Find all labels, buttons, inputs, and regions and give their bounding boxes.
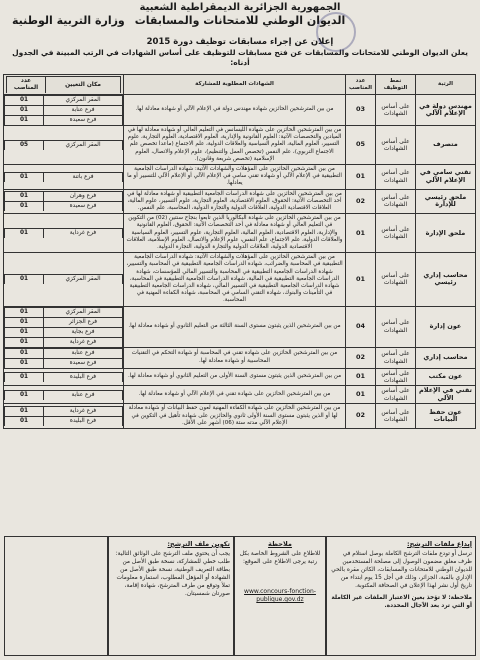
place-count: 01: [5, 192, 44, 202]
office-title: الديوان الوطني للامتحانات والمسابقات: [134, 14, 346, 27]
place-name: فرع سعيدة: [44, 116, 123, 126]
website-link[interactable]: www.concours-fonction-publique.gov.dz: [244, 588, 316, 603]
place-cell: [4, 347, 124, 368]
ministry-title: وزارة التربية الوطنية: [12, 14, 125, 27]
place-count: 01: [5, 202, 44, 212]
place-name: فرع وهران: [44, 192, 123, 202]
place-count: 01: [5, 407, 44, 417]
place-name: المقر المركزي: [44, 96, 123, 106]
posts-cell: 01: [346, 368, 376, 386]
place-name: فرع عنابة: [44, 106, 123, 116]
posts-cell: 01: [346, 214, 376, 253]
table-row: [4, 347, 476, 368]
place-cell: [4, 404, 124, 429]
rank-cell: محاسب إداري رئيسي: [416, 253, 476, 306]
rank-cell: عون حفظ البيانات: [416, 404, 476, 429]
posts-cell: 05: [346, 126, 376, 165]
requirements-cell: من بين المترشحين الحائزين شهادة مهندس دولة في الإعلام الآلي أو شهادة معادلة لها.: [124, 95, 346, 126]
place-count: 01: [5, 172, 44, 182]
place-name: فرع عنابة: [44, 348, 123, 358]
table-row: [4, 165, 476, 190]
header-posts: عدد المناصب: [346, 75, 376, 95]
requirements-cell: من بين المترشحين الذين يثبتون مستوى السنة الأولى من التعليم الثانوي أو شهادة معادلة لها.: [124, 368, 346, 386]
blank-box: [4, 536, 108, 656]
place-count: 01: [5, 390, 44, 400]
place-name: المقر المركزي: [44, 141, 123, 151]
requirements-cell: من بين المترشحين الحائزين على شهادة الدراسات الجامعية التطبيقية أو شهادة معادلة لها في أحد التخصصات الآتية: الحقوق، العلوم الاقتصادية، العلوم التجارية، علوم التسيير، علوم المالية، العلاقات الاقتصادية الدولية، العلاقات الدولية والتجارة الدولية، المحاسبة، علم النفس.: [124, 189, 346, 214]
place-cell: [4, 165, 124, 190]
place-cell: [4, 126, 124, 165]
positions-table: [3, 74, 476, 429]
mode-cell: على أساس الشهادات: [376, 214, 416, 253]
mode-cell: على أساس الشهادات: [376, 189, 416, 214]
header: [4, 2, 476, 74]
place-name: فرع البليدة: [44, 373, 123, 383]
place-name: فرع سعيدة: [44, 202, 123, 212]
requirements-cell: من بين المترشحين الحائزين على شهادة تقني في المحاسبة أو شهادة التحكم في التقنيات المحاسبية أو شهادة معادلة لها.: [124, 347, 346, 368]
place-count: 01: [5, 106, 44, 116]
place-name: فرع البليدة: [44, 417, 123, 427]
republic-title: الجمهورية الجزائرية الديمقراطية الشعبية: [139, 2, 341, 13]
place-name: المقر المركزي: [44, 275, 123, 285]
requirements-cell: من بين المترشحين الحائزين على شهادة الكفاءة المهنية لعون حفظ البيانات أو شهادة معادلة لها أو الذين يثبتون مستوى السنة الأولى ثانوي والحائزين على شهادة تأهيل في التكوين في الإعلام الآلي مدته ستة (06) أشهر على الأقل.: [124, 404, 346, 429]
rank-cell: تقني في الإعلام الآلي: [416, 386, 476, 404]
place-count: 01: [5, 96, 44, 106]
place-cell: [4, 306, 124, 347]
posts-cell: 04: [346, 306, 376, 347]
rank-cell: مهندس دولة في الإعلام الآلي: [416, 95, 476, 126]
dossier-box: تكوين ملف الترشح: يجب أن يحتوي ملف الترشح على الوثائق التالية: طلب خطي للمشاركة، نسخة طبق الأصل من بطاقة التعريف الوطنية، نسخة طبق الأصل من الشهادة أو المؤهل المطلوب، استمارة معلومات تملأ وتوقع من طرف المترشح، شهادة إقامة، صورتان شمسيتان.: [108, 536, 234, 656]
place-cell: [4, 189, 124, 214]
place-count: 01: [5, 116, 44, 126]
rank-cell: عون مكتب: [416, 368, 476, 386]
requirements-cell: من بين المترشحين الحائزين على شهادة تقني في الإعلام الآلي أو شهادة معادلة لها.: [124, 386, 346, 404]
mode-cell: على أساس الشهادات: [376, 165, 416, 190]
place-count: 05: [5, 141, 44, 151]
place-name: فرع عنابة: [44, 390, 123, 400]
place-name: المقر المركزي: [44, 307, 123, 317]
table-row: [4, 189, 476, 214]
table-body: [4, 95, 476, 429]
official-stamp-icon: [316, 12, 356, 52]
table-row: [4, 368, 476, 386]
footer: [4, 536, 476, 656]
rank-cell: محاسب إداري: [416, 347, 476, 368]
requirements-cell: من بين المترشحين الحائزين على المؤهلات والشهادات الآتية: شهادة الدراسات الجامعية التطبيقية في الإعلام الآلي أو شهادة تقني سامي في الإعلام الآلي أو الإعلام الآلي للتسيير أو ما يعادلها.: [124, 165, 346, 190]
place-name: فرع غرداية: [44, 337, 123, 347]
table-row: [4, 386, 476, 404]
place-name: فرع باتنة: [44, 172, 123, 182]
file-submission-box: إيداع ملفات الترشح: ترسل أو تودع ملفات الترشح الكاملة بوصل استلام في ظرف مغلق مضمون الوصول إلى مصلحة المستخدمين للديوان الوطني للامتحانات والمسابقات، الكائن مقره بالحي الإداري بالقبة، الجزائر، وذلك في أجل 15 يوم ابتداء من تاريخ أول نشر لهذا الإعلان في الصحافة المكتوبة. ملاحظة: لا تؤخذ بعين الاعتبار الملفات غير الكاملة أو التي ترد بعد الآجال المحددة.: [326, 536, 476, 656]
posts-cell: 01: [346, 165, 376, 190]
posts-cell: 03: [346, 95, 376, 126]
rank-cell: تقني سامي في الإعلام الآلي: [416, 165, 476, 190]
place-count: 01: [5, 417, 44, 427]
place-count: 01: [5, 307, 44, 317]
table-header-row: [4, 75, 476, 95]
requirements-cell: من بين المترشحين الحائزين على المؤهلات والشهادات الآتية: شهادة الدراسات الجامعية التطبيقية في المحاسبة والضرائب، شهادة الدراسات الجامعية التطبيقية في المحاسبة والتسيير، شهادة الدراسات الجامعية التطبيقية في المحاسبة والتسيير المالي للمؤسسات، شهادة الدراسات الجامعية التطبيقية في المالية، شهادة الدراسات الجامعية التطبيقية في المحاسبة، شهادة الدراسات الجامعية التطبيقية في التسيير المالي، شهادة الدراسات الجامعية التطبيقية في التأمينات والبنوك، شهادة التقني السامي في المحاسبة، شهادة الكفاءة المهنية في المحاسبة.: [124, 253, 346, 306]
place-count: 01: [5, 327, 44, 337]
posts-cell: 02: [346, 189, 376, 214]
place-cell: [4, 368, 124, 386]
table-row: [4, 253, 476, 306]
place-count: 01: [5, 348, 44, 358]
mode-cell: على أساس الشهادات: [376, 306, 416, 347]
posts-cell: 01: [346, 386, 376, 404]
place-cell: [4, 214, 124, 253]
place-count: 01: [5, 275, 44, 285]
posts-cell: 02: [346, 347, 376, 368]
announcement-title: إعلان عن إجراء مسابقات توظيف دورة 2015: [146, 37, 334, 47]
table-row: [4, 306, 476, 347]
place-name: فرع غرداية: [44, 407, 123, 417]
table-row: [4, 404, 476, 429]
requirements-cell: من بين المترشحين الحائزين على شهادة البكالوريا الذين تابعوا بنجاح سنتين (02) من التكوين في التعليم العالي أو شهادة معادلة في أحد التخصصات الآتية: الحقوق، العلوم القانونية والإدارية، العلوم الاقتصادية، العلوم المالية، العلوم التجارية، علوم التسيير، العلوم السياسية والعلاقات الدولية، علم الاجتماع، علم النفس، علوم الإعلام والاتصال، العلوم الإسلامية، العلاقات الاقتصادية الدولية، العلاقات الدولية والتجارة الدولية، التجارة الدولية.: [124, 214, 346, 253]
place-name: فرع غرداية: [44, 229, 123, 239]
requirements-cell: من بين المترشحين الذين يثبتون مستوى السنة الثالثة من التعليم الثانوي أو شهادة معادلة لها.: [124, 306, 346, 347]
header-mode: نمط التوظيف: [376, 75, 416, 95]
posts-cell: 02: [346, 404, 376, 429]
mode-cell: على أساس الشهادات: [376, 404, 416, 429]
place-cell: [4, 95, 124, 126]
place-count: 01: [5, 373, 44, 383]
mode-cell: على أساس الشهادات: [376, 368, 416, 386]
mode-cell: على أساس الشهادات: [376, 253, 416, 306]
place-name: فرع بجاية: [44, 327, 123, 337]
table-row: [4, 126, 476, 165]
table-row: [4, 95, 476, 126]
requirements-cell: من بين المترشحين الحائزين على شهادة الليسانس في التعليم العالي أو شهادة معادلة لها في الميادين والتخصصات الآتية: العلوم القانونية والإدارية، العلوم الاقتصادية، العلوم التجارية، علوم التسيير، العلوم المالية، العلوم السياسية والعلاقات الدولية، علم الاجتماع (ماعدا تخصص علم الاجتماع التربوي)، علم النفس (تخصص العمل والتنظيم)، علوم الإعلام والاتصال، العلوم الإسلامية (تخصص شريعة وقانون).: [124, 126, 346, 165]
mode-cell: على أساس الشهادات: [376, 95, 416, 126]
place-count: 01: [5, 229, 44, 239]
rank-cell: ملحق رئيسي للإدارة: [416, 189, 476, 214]
place-count: 01: [5, 358, 44, 368]
place-cell: [4, 253, 124, 306]
place-name: فرع الجزائر: [44, 317, 123, 327]
header-requirements: الشهادات المطلوبة للمشاركة: [124, 75, 346, 95]
rank-cell: عون إدارة: [416, 306, 476, 347]
note-box: ملاحظة للاطلاع على الشروط الخاصة بكل رتبة يرجى الاطلاع على الموقع: www.concours-fonction-publique.gov.dz: [234, 536, 326, 656]
place-cell: [4, 386, 124, 404]
header-rank: الرتبة: [416, 75, 476, 95]
table-row: [4, 214, 476, 253]
mode-cell: على أساس الشهادات: [376, 386, 416, 404]
announcement-intro: يعلن الديوان الوطني للامتحانات والمسابقات عن فتح مسابقات للتوظيف على أساس الشهادات في الرتب المبينة في الجدول أدناه:: [12, 48, 468, 67]
header-place: مكان التعيين عدد المناصب: [4, 75, 124, 95]
mode-cell: على أساس الشهادات: [376, 126, 416, 165]
place-count: 01: [5, 317, 44, 327]
rank-cell: ملحق الإدارة: [416, 214, 476, 253]
place-name: فرع سعيدة: [44, 358, 123, 368]
posts-cell: 01: [346, 253, 376, 306]
rank-cell: متصرف: [416, 126, 476, 165]
mode-cell: على أساس الشهادات: [376, 347, 416, 368]
place-count: 01: [5, 337, 44, 347]
